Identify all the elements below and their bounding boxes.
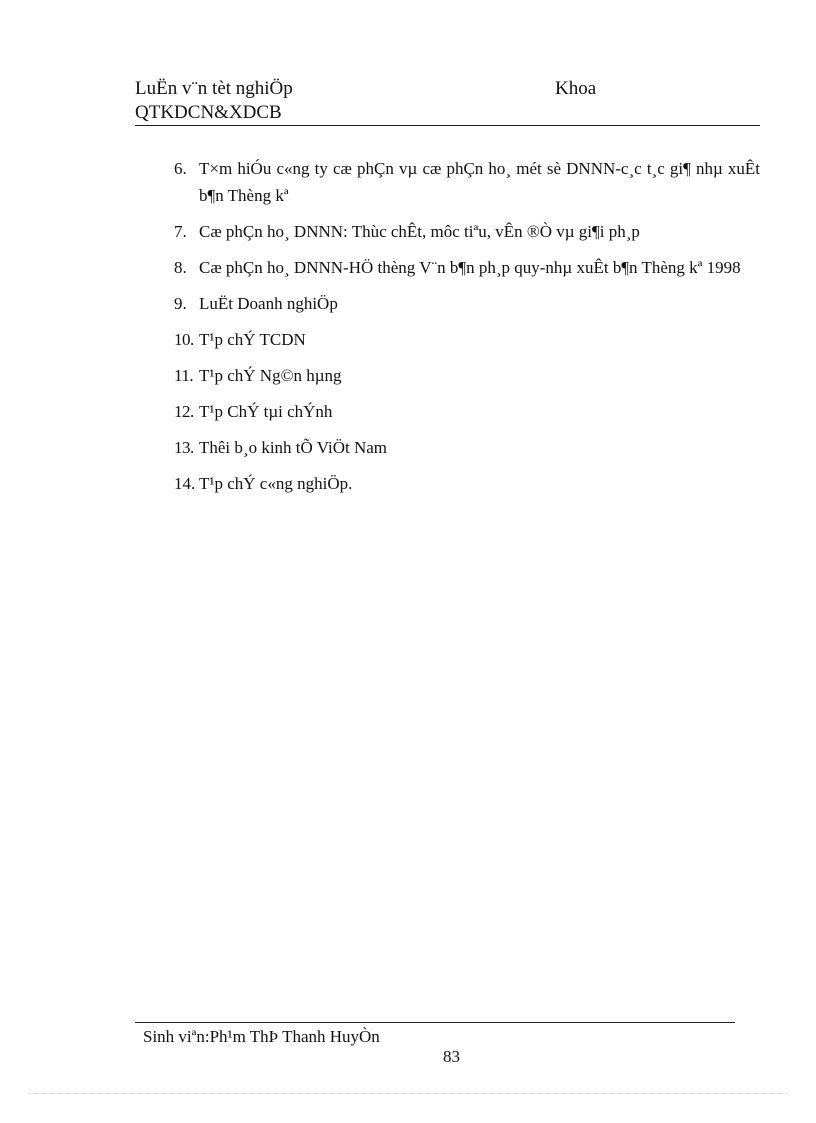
reference-item	[174, 254, 760, 281]
reference-number: 6.	[174, 159, 187, 178]
reference-text: Thêi b¸o kinh tÕ ViÖt Nam	[199, 438, 388, 457]
reference-item	[174, 470, 760, 497]
page-edge-dotted-line	[28, 1093, 788, 1094]
reference-item	[174, 218, 760, 245]
reference-number: 13.	[174, 438, 194, 457]
reference-text: Cæ phÇn ho¸ DNNN: Thùc chÊt, môc tiªu, vÊn ®Ò vµ gi¶i ph¸p	[199, 222, 640, 241]
reference-text: T¹p chÝ Ng©n hµng	[199, 366, 342, 385]
reference-text: T¹p chÝ TCDN	[199, 330, 306, 349]
header-thesis-title: LuËn v¨n tèt nghiÖp	[135, 78, 293, 99]
reference-item	[174, 434, 760, 461]
reference-number: 14.	[174, 474, 196, 493]
header-divider	[135, 125, 760, 126]
reference-number: 12.	[174, 402, 194, 421]
reference-number: 10.	[174, 330, 194, 349]
reference-item	[174, 362, 760, 389]
page-number: 83	[443, 1047, 460, 1066]
reference-text: T¹p ChÝ tµi chÝnh	[199, 402, 333, 421]
reference-text: T¹p chÝ c«ng nghiÖp.	[199, 474, 353, 493]
reference-number: 11.	[174, 366, 194, 385]
reference-number: 8.	[174, 258, 187, 277]
reference-number: 9.	[174, 294, 187, 313]
reference-list	[174, 155, 760, 506]
reference-text: Cæ phÇn ho¸ DNNN-HÖ thèng V¨n b¶n ph¸p quy-nhµ xuÊt b¶n Thèng kª 1998	[199, 258, 741, 277]
reference-text: T×m hiÓu c«ng ty cæ phÇn vµ cæ phÇn ho¸ mét sè DNNN-c¸c t¸c gi¶ nhµ xuÊt b¶n Thèng kª	[199, 159, 760, 205]
footer-divider	[135, 1022, 735, 1023]
header-faculty-code: QTKDCN&XDCB	[135, 102, 282, 123]
reference-text: LuËt Doanh nghiÖp	[199, 294, 338, 313]
header-faculty-label: Khoa	[555, 78, 597, 99]
reference-item	[174, 290, 760, 317]
reference-item	[174, 326, 760, 353]
reference-item	[174, 398, 760, 425]
reference-number: 7.	[174, 222, 187, 241]
reference-item	[174, 155, 760, 209]
footer-author: Sinh viªn:Ph¹m ThÞ Thanh HuyÒn	[143, 1027, 380, 1046]
